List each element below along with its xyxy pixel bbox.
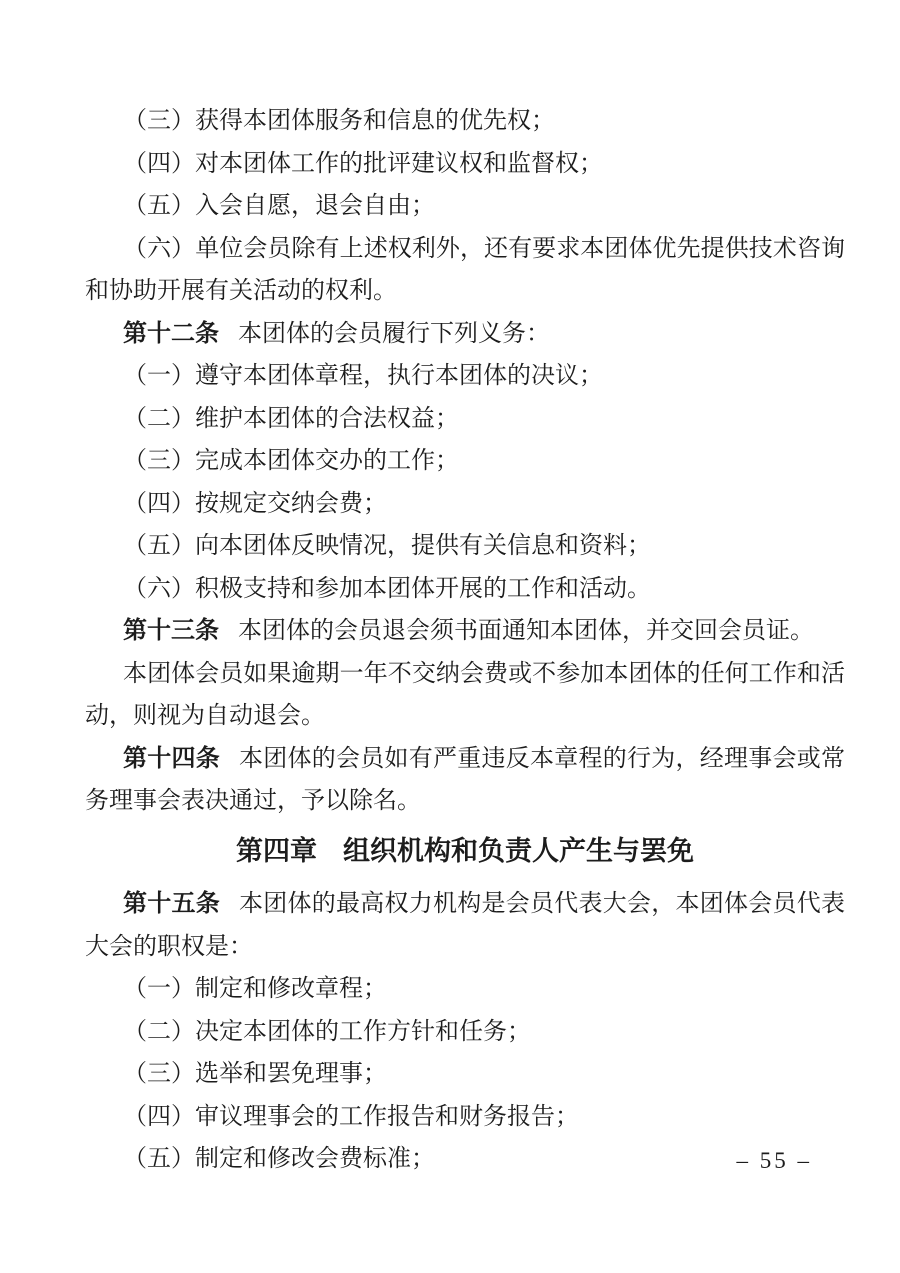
paragraph-text: （一）遵守本团体章程，执行本团体的决议； [123, 363, 603, 389]
paragraph-text: （六）单位会员除有上述权利外，还有要求本团体优先提供技术咨询和协助开展有关活动的权利。 [85, 235, 845, 304]
article-paragraph [85, 610, 845, 653]
document-body [85, 100, 845, 1181]
paragraph-text: 本团体会员如果逾期一年不交纳会费或不参加本团体的任何工作和活动，则视为自动退会。 [85, 660, 845, 729]
chapter-heading [85, 830, 845, 873]
paragraph-text: 本团体的会员履行下列义务： [238, 320, 550, 347]
paragraph-text: （一）制定和修改章程； [123, 976, 387, 1002]
article-paragraph [85, 313, 845, 356]
paragraph [85, 968, 845, 1011]
paragraph [85, 185, 845, 228]
page-number: – 55 – [736, 1148, 812, 1173]
paragraph-text: （三）完成本团体交办的工作； [123, 448, 459, 474]
paragraph [85, 228, 845, 313]
chapter-number: 第四章 [236, 835, 317, 866]
paragraph [85, 143, 845, 186]
article-number: 第十四条 [123, 744, 220, 772]
paragraph-text: 本团体的会员如有严重违反本章程的行为，经理事会或常务理事会表决通过，予以除名。 [85, 745, 845, 814]
paragraph-text: （三）选举和罢免理事； [123, 1061, 387, 1087]
paragraph [85, 355, 845, 398]
paragraph [85, 398, 845, 441]
paragraph [85, 483, 845, 526]
paragraph [85, 525, 845, 568]
paragraph-text: 本团体的最高权力机构是会员代表大会，本团体会员代表大会的职权是： [85, 891, 845, 960]
paragraph-text: （五）入会自愿，退会自由； [123, 193, 435, 219]
paragraph-text: 组织机构和负责人产生与罢免 [343, 835, 694, 866]
paragraph-text: （二）决定本团体的工作方针和任务； [123, 1018, 531, 1045]
paragraph [85, 568, 845, 611]
paragraph-text: （六）积极支持和参加本团体开展的工作和活动。 [123, 575, 651, 602]
article-paragraph [85, 883, 845, 968]
paragraph-text: （二）维护本团体的合法权益； [123, 405, 459, 432]
paragraph-text: （五）制定和修改会费标准； [123, 1146, 435, 1172]
paragraph [85, 100, 845, 143]
article-number: 第十五条 [123, 890, 220, 917]
paragraph [85, 440, 845, 483]
paragraph-text: 本团体的会员退会须书面通知本团体，并交回会员证。 [238, 618, 814, 644]
paragraph [85, 1053, 845, 1096]
article-number: 第十三条 [123, 617, 219, 644]
paragraph-text: （四）按规定交纳会费； [123, 490, 387, 517]
paragraph-text: （三）获得本团体服务和信息的优先权； [123, 108, 555, 134]
paragraph [85, 1096, 845, 1139]
paragraph [85, 1138, 845, 1181]
paragraph-text: （四）对本团体工作的批评建议权和监督权； [123, 150, 603, 177]
paragraph [85, 653, 845, 738]
article-number: 第十二条 [123, 319, 219, 347]
paragraph-text: （四）审议理事会的工作报告和财务报告； [123, 1103, 579, 1130]
paragraph-text: （五）向本团体反映情况，提供有关信息和资料； [123, 533, 651, 559]
article-paragraph [85, 738, 845, 823]
paragraph [85, 1011, 845, 1054]
